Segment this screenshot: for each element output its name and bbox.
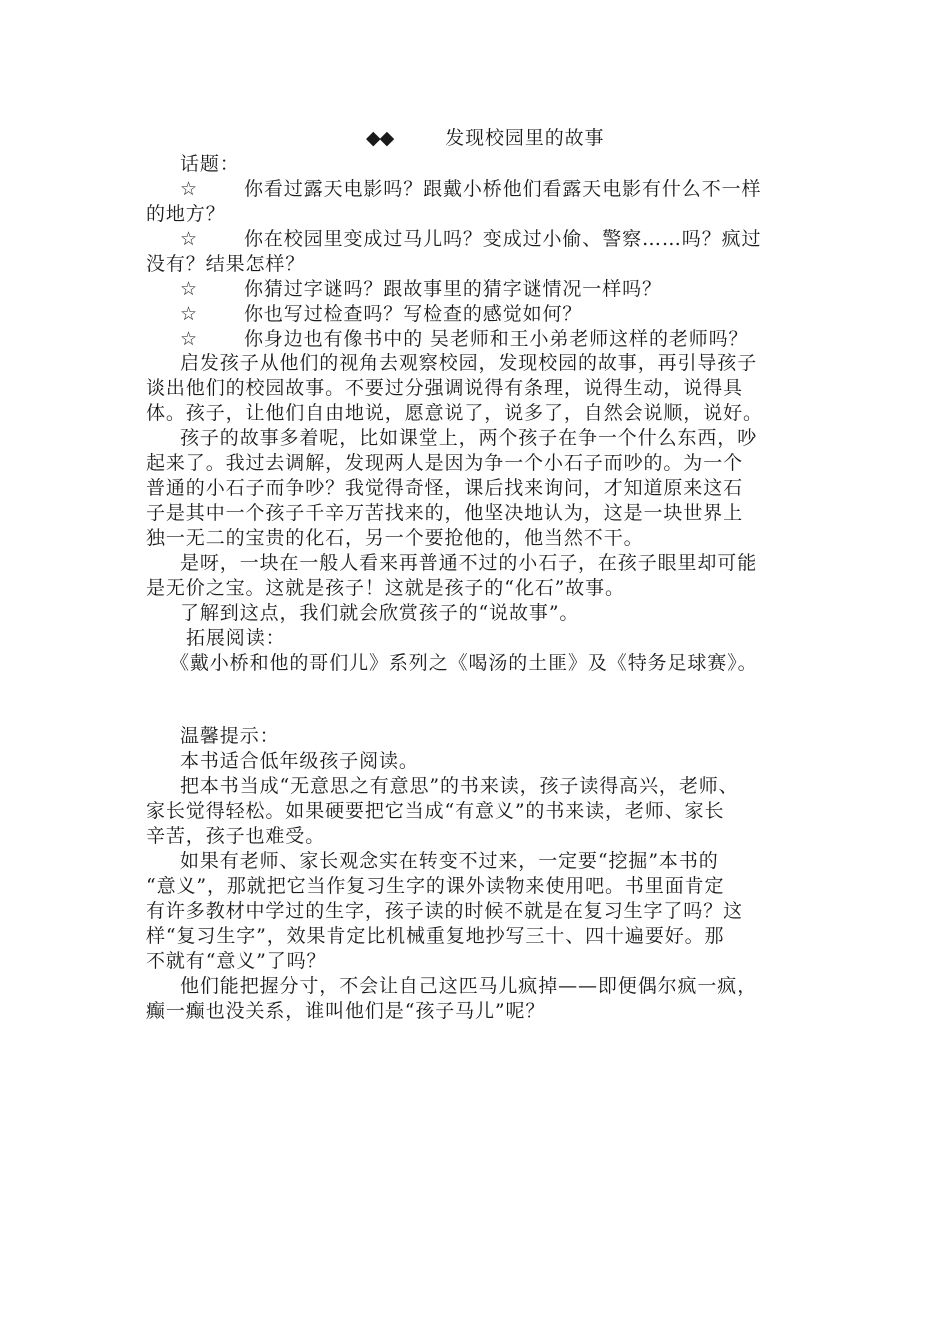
tip-3-line: 不就有“意义”了吗？ [146, 950, 327, 972]
tip-label: 温馨提示： [180, 725, 280, 747]
paragraph-1-line: 谈出他们的校园故事。不要过分强调说得有条理，说得生动，说得具 [146, 377, 744, 399]
paragraph-2-line: 普通的小石子而争吵？我觉得奇怪，课后找来询问，才知道原来这石 [146, 477, 744, 499]
question-4: ☆ 你也写过检查吗？写检查的感觉如何？ [180, 303, 583, 325]
tip-4-line: 癫一癫也没关系，谁叫他们是“孩子马儿”呢？ [146, 1000, 546, 1022]
page-title [366, 126, 604, 150]
star-icon: ☆ [180, 178, 198, 200]
topic-label: 话题： [180, 153, 240, 175]
star-icon: ☆ [180, 328, 198, 350]
paragraph-2-line: 独一无二的宝贵的化石，另一个要抢他的，他当然不干。 [146, 527, 644, 549]
paragraph-1-line: 体。孩子，让他们自由地说，愿意说了，说多了，自然会说顺，说好。 [146, 402, 763, 424]
tip-3-line: 有许多教材中学过的生字，孩子读的时候不就是在复习生字了吗？这 [146, 900, 744, 922]
title-text: 发现校园里的故事 [445, 127, 605, 149]
paragraph-2-line: 子是其中一个孩子千辛万苦找来的，他坚决地认为，这是一块世界上 [146, 502, 744, 524]
tip-3-line: 如果有老师、家长观念实在转变不过来，一定要“挖掘”本书的 [180, 850, 719, 872]
paragraph-2-line: 孩子的故事多着呢，比如课堂上，两个孩子在争一个什么东西，吵 [180, 427, 758, 449]
question-1-line-1: ☆ 你看过露天电影吗？跟戴小桥他们看露天电影有什么不一样 [180, 178, 762, 200]
tip-3-line: 样“复习生字”，效果肯定比机械重复地抄写三十、四十遍要好。那 [146, 925, 725, 947]
paragraph-3-line: 是无价之宝。这就是孩子！这就是孩子的“化石”故事。 [146, 577, 625, 599]
diamond-marker-icon: ◆◆ [366, 127, 394, 149]
question-3: ☆ 你猜过字谜吗？跟故事里的猜字谜情况一样吗？ [180, 278, 662, 300]
question-2-line-1: ☆ 你在校园里变成过马儿吗？变成过小偷、警察……吗？疯过 [180, 228, 762, 250]
question-2-line-2: 没有？结果怎样？ [146, 253, 306, 275]
paragraph-2-line: 起来了。我过去调解，发现两人是因为争一个小石子而吵的。为一个 [146, 452, 744, 474]
extended-reading-text: 《戴小桥和他的哥们儿》系列之《喝汤的土匪》及《特务足球赛》。 [170, 652, 758, 674]
paragraph-1-line: 启发孩子从他们的视角去观察校园，发现校园的故事，再引导孩子 [180, 352, 758, 374]
tip-4-line: 他们能把握分寸，不会让自己这匹马儿疯掉——即便偶尔疯一疯， [180, 975, 758, 997]
tip-2-line: 家长觉得轻松。如果硬要把它当成“有意义”的书来读，老师、家长 [146, 800, 725, 822]
paragraph-3-line: 是呀，一块在一般人看来再普通不过的小石子，在孩子眼里却可能 [180, 552, 758, 574]
star-icon: ☆ [180, 278, 198, 300]
question-5: ☆ 你身边也有像书中的 吴老师和王小弟老师这样的老师吗？ [180, 328, 749, 350]
tip-1: 本书适合低年级孩子阅读。 [180, 750, 419, 772]
tip-2-line: 把本书当成“无意思之有意思”的书来读，孩子读得高兴，老师、 [180, 775, 739, 797]
question-1-line-2: 的地方？ [146, 203, 226, 225]
tip-2-line: 辛苦，孩子也难受。 [146, 825, 326, 847]
star-icon: ☆ [180, 303, 198, 325]
paragraph-4: 了解到这点，我们就会欣赏孩子的“说故事”。 [180, 602, 580, 624]
extended-reading-label: 拓展阅读： [186, 627, 286, 649]
tip-3-line: “意义”，那就把它当作复习生字的课外读物来使用吧。书里面肯定 [146, 875, 725, 897]
star-icon: ☆ [180, 228, 198, 250]
